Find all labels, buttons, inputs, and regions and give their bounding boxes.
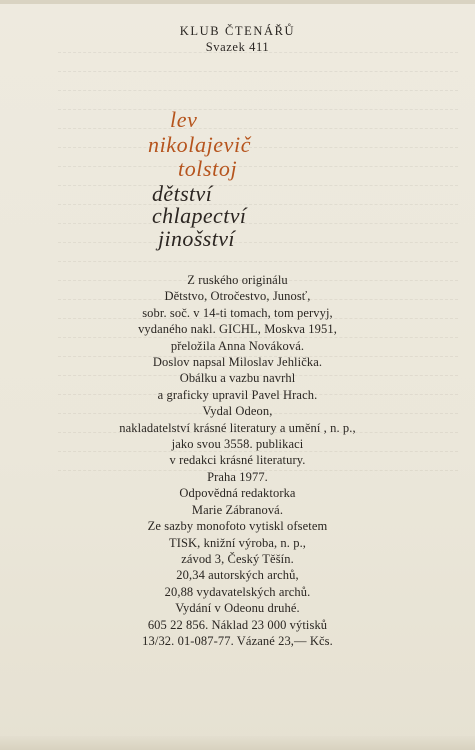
colophon-line: přeložila Anna Nováková. bbox=[170, 338, 305, 353]
colophon-line: a graficky upravil Pavel Hrach. bbox=[157, 387, 318, 402]
work-title-youth: jinošství bbox=[158, 226, 235, 251]
author-first-name: lev bbox=[170, 107, 198, 132]
colophon-line: sobr. soč. v 14-ti tomach, tom pervyj, bbox=[142, 305, 333, 320]
colophon-line: závod 3, Český Těšín. bbox=[181, 551, 294, 566]
colophon-line: Obálku a vazbu navrhl bbox=[179, 371, 296, 386]
colophon-line: Dětstvo, Otročestvo, Junosť, bbox=[164, 289, 311, 304]
author-surname: tolstoj bbox=[178, 156, 238, 181]
colophon-line: Z ruského originálu bbox=[187, 273, 288, 287]
colophon-line: nakladatelství krásné literatury a umění , n. p., bbox=[119, 420, 356, 435]
colophon-line: Ze sazby monofoto vytiskl ofsetem bbox=[147, 519, 328, 534]
series-heading bbox=[0, 23, 475, 55]
colophon-line: 20,88 vydavatelských archů. bbox=[164, 584, 311, 599]
colophon-line: Odpovědná redaktorka bbox=[179, 486, 296, 501]
colophon-line: TISK, knižní výroba, n. p., bbox=[168, 535, 307, 550]
series-club-name: KLUB ČTENÁŘŮ bbox=[179, 24, 296, 38]
colophon-line: jako svou 3558. publikaci bbox=[171, 437, 304, 452]
colophon-line: 13/32. 01-087-77. Vázané 23,— Kčs. bbox=[142, 633, 333, 648]
page-top-edge bbox=[0, 0, 475, 4]
colophon-line: Marie Zábranová. bbox=[191, 502, 284, 517]
colophon bbox=[0, 272, 475, 649]
colophon-line: Doslov napsal Miloslav Jehlička. bbox=[152, 355, 323, 370]
colophon-line: Vydání v Odeonu druhé. bbox=[175, 601, 300, 616]
colophon-line: Praha 1977. bbox=[207, 469, 268, 484]
colophon-line: 605 22 856. Náklad 23 000 výtisků bbox=[147, 617, 328, 632]
work-title-childhood: dětství bbox=[152, 181, 213, 206]
colophon-line: v redakci krásné literatury. bbox=[169, 453, 306, 468]
author-patronymic: nikolajevič bbox=[148, 132, 252, 157]
series-volume-number: Svazek 411 bbox=[205, 40, 270, 54]
page-bottom-edge bbox=[0, 736, 475, 750]
colophon-line: vydaného nakl. GICHL, Moskva 1951, bbox=[138, 322, 337, 337]
colophon-line: 20,34 autorských archů, bbox=[176, 568, 299, 583]
colophon-line: Vydal Odeon, bbox=[202, 404, 273, 419]
work-title-boyhood: chlapectví bbox=[152, 203, 247, 228]
